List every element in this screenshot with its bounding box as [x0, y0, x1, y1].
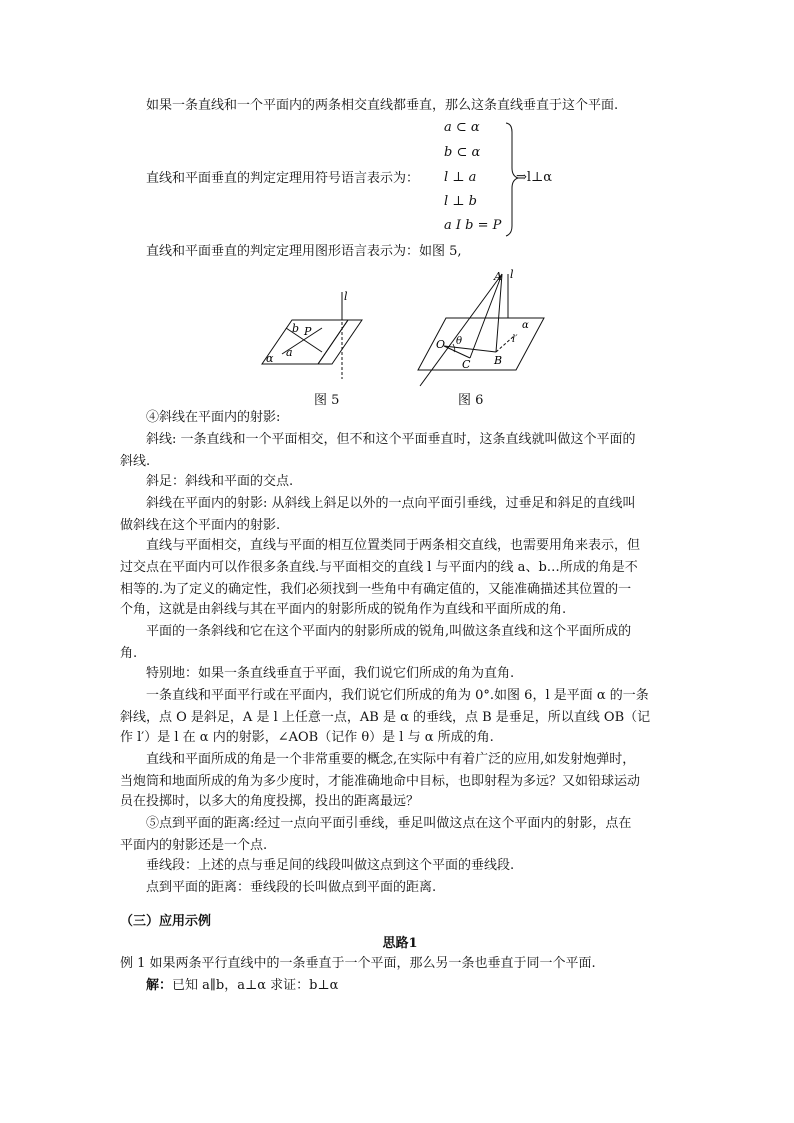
fig6-label-C: C [462, 358, 471, 371]
subsection-5-heading: ⑤点到平面的距离:经过一点向平面引垂线，垂足叫做这点在这个平面内的射影，点在 [146, 816, 632, 831]
paragraph-line: 平面的一条斜线和它在这个平面内的射影所成的锐角,叫做这条直线和这个平面所成的 [146, 624, 632, 639]
fig6-label-l: l [510, 268, 514, 281]
fig6-label-lprime: l′ [512, 334, 518, 345]
fig5-label-l: l [344, 290, 348, 303]
paragraph-line: 直线与平面相交，直线与平面的相互位置类同于两条相交直线，也需要用角来表示，但 [146, 538, 641, 553]
paragraph-line: 斜线. [120, 454, 151, 469]
paragraph-line: 一条直线和平面平行或在平面内，我们说它们所成的角为 0°.如图 6，l 是平面 α 的一条 [146, 688, 649, 703]
figure-6-caption: 图 6 [458, 393, 484, 408]
figure-6 [406, 266, 556, 386]
solution-label: 解： [146, 978, 173, 993]
fig6-label-O: O [436, 338, 446, 351]
graphic-language-intro: 直线和平面垂直的判定定理用图形语言表示为：如图 5, [146, 244, 462, 259]
paragraph-line: 相等的.为了定义的确定性，我们必须找到一些角中有确定值的，又能准确描述其位置的一 [120, 582, 632, 597]
paragraph-line: 斜线，点 O 是斜足，A 是 l 上任意一点，AB 是 α 的垂线，点 B 是垂足，所以直线 OB（记 [120, 710, 651, 725]
paragraph-line: 当炮筒和地面所成的角为多少度时，才能准确地命中目标，也即射程为多远？又如铅球运动 [120, 774, 641, 789]
paragraph-line: 特别地：如果一条直线垂直于平面，我们说它们所成的角为直角. [146, 666, 515, 681]
paragraph-line: 员在投掷时，以多大的角度投掷，投出的距离最远？ [120, 794, 420, 809]
paragraph-line: 作 l′）是 l 在 α 内的射影，∠AOB（记作 θ）是 l 与 α 所成的角. [120, 730, 494, 745]
right-brace [0, 0, 794, 260]
fig5-label-a: a [286, 346, 293, 359]
paragraph-line: 点到平面的距离：垂线段的长叫做点到平面的距离. [146, 880, 437, 895]
paragraph-line: 平面内的射影还是一个点. [120, 838, 268, 853]
idea-heading: 思路1 [382, 936, 418, 951]
fig6-label-B: B [494, 354, 503, 367]
paragraph-line: 过交点在平面内可以作很多条直线.与平面相交的直线 l 与平面内的线 a、b…所成的角是不 [120, 560, 638, 575]
example-1: 例 1 如果两条平行直线中的一条垂直于一个平面，那么另一条也垂直于同一个平面. [120, 956, 596, 971]
system-row-2: b ⊂ α [444, 145, 481, 160]
figure-5-caption: 图 5 [314, 393, 340, 408]
figure-5 [258, 282, 408, 382]
system-result: ⇒l⊥α [516, 170, 553, 185]
system-row-3: l ⊥ a [444, 170, 477, 185]
system-row-4: l ⊥ b [444, 194, 477, 209]
paragraph-line: 斜足：斜线和平面的交点. [146, 474, 294, 489]
paragraph-line: 垂线段：上述的点与垂足间的线段叫做这点到这个平面的垂线段. [146, 858, 515, 873]
paragraph-line: 直线和平面所成的角是一个非常重要的概念,在实际中有着广泛的应用,如发射炮弹时， [146, 752, 636, 767]
solution-text: 已知 a∥b，a⊥α 求证：b⊥α [172, 978, 339, 993]
paragraph-line: 角. [120, 646, 138, 661]
fig6-label-theta: θ [456, 336, 463, 347]
fig6-label-alpha: α [522, 320, 529, 331]
paragraph-line: 斜线: 一条直线和一个平面相交，但不和这个平面垂直时，这条直线就叫做这个平面的 [146, 432, 636, 447]
paragraph-line: 做斜线在这个平面内的射影. [120, 518, 281, 533]
system-row-5: a I b = P [444, 218, 502, 233]
fig5-label-alpha: α [266, 352, 274, 365]
system-row-1: a ⊂ α [444, 120, 480, 135]
symbolic-language-intro: 直线和平面垂直的判定定理用符号语言表示为： [146, 171, 420, 186]
fig5-label-b: b [292, 322, 300, 335]
section-heading: （三）应用示例 [120, 914, 212, 929]
subsection-4-heading: ④斜线在平面内的射影: [146, 410, 281, 425]
paragraph-line: 个角，这就是由斜线与其在平面内的射影所成的锐角作为直线和平面所成的角. [120, 602, 567, 617]
paragraph-line: 斜线在平面内的射影: 从斜线上斜足以外的一点向平面引垂线，过垂足和斜足的直线叫 [146, 496, 636, 511]
solution-line [146, 976, 680, 996]
fig6-label-A: A [494, 270, 502, 283]
theorem-statement: 如果一条直线和一个平面内的两条相交直线都垂直，那么这条直线垂直于这个平面. [146, 98, 619, 113]
fig5-label-P: P [304, 325, 312, 338]
